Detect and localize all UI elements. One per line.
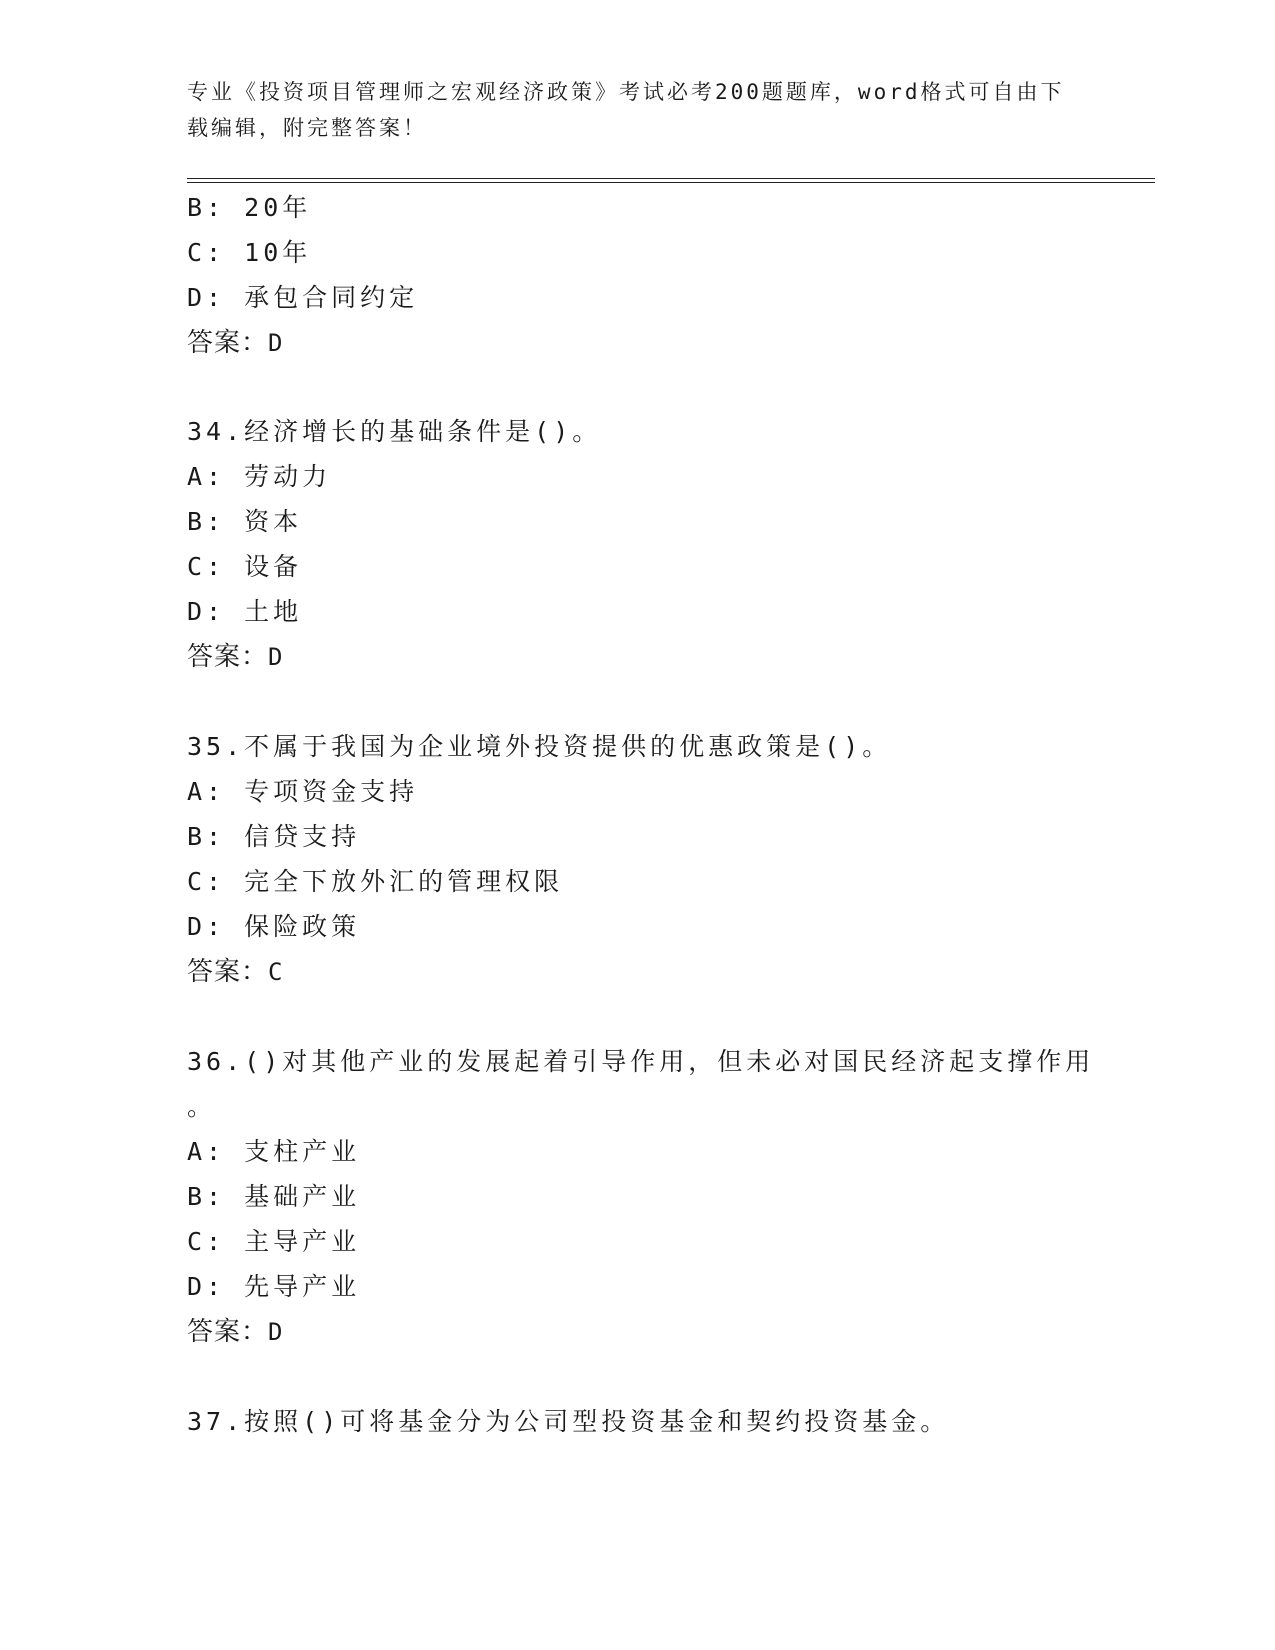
answer-line: [187, 326, 283, 360]
answer-value: D: [268, 1318, 284, 1346]
question-stem: 36.()对其他产业的发展起着引导作用，但未必对国民经济起支撑作用: [187, 1047, 1095, 1076]
option-c: C: 完全下放外汇的管理权限: [187, 867, 564, 896]
answer-label: 答案：: [187, 1317, 269, 1347]
answer-label: 答案：: [187, 957, 269, 987]
option-c: C: 设备: [187, 552, 303, 581]
question-stem: 34.经济增长的基础条件是()。: [187, 417, 602, 446]
option-a: A: 劳动力: [187, 462, 332, 491]
option-d: D: 土地: [187, 597, 303, 626]
header-divider: [187, 178, 1155, 183]
answer-line: [187, 955, 283, 989]
option-a: A: 专项资金支持: [187, 777, 419, 806]
option-d: D: 先导产业: [187, 1272, 361, 1301]
option-b: B: 20年: [187, 193, 312, 222]
option-d: D: 保险政策: [187, 912, 361, 941]
answer-line: [187, 640, 283, 674]
option-b: B: 资本: [187, 507, 303, 536]
option-c: C: 10年: [187, 238, 312, 267]
document-header: 专业《投资项目管理师之宏观经济政策》考试必考200题题库，word格式可自由下载编辑，附完整答案！: [187, 80, 1065, 140]
option-b: B: 基础产业: [187, 1182, 361, 1211]
answer-label: 答案：: [187, 328, 269, 358]
answer-line: [187, 1315, 283, 1349]
answer-value: D: [268, 329, 284, 357]
answer-label: 答案：: [187, 642, 269, 672]
option-c: C: 主导产业: [187, 1227, 361, 1256]
option-b: B: 信贷支持: [187, 822, 361, 851]
answer-value: D: [268, 643, 284, 671]
question-stem: 35.不属于我国为企业境外投资提供的优惠政策是()。: [187, 732, 892, 761]
option-d: D: 承包合同约定: [187, 283, 419, 312]
question-stem: 37.按照()可将基金分为公司型投资基金和契约投资基金。: [187, 1407, 950, 1436]
question-stem-continuation: 。: [187, 1092, 217, 1121]
answer-value: C: [268, 958, 284, 986]
option-a: A: 支柱产业: [187, 1137, 361, 1166]
